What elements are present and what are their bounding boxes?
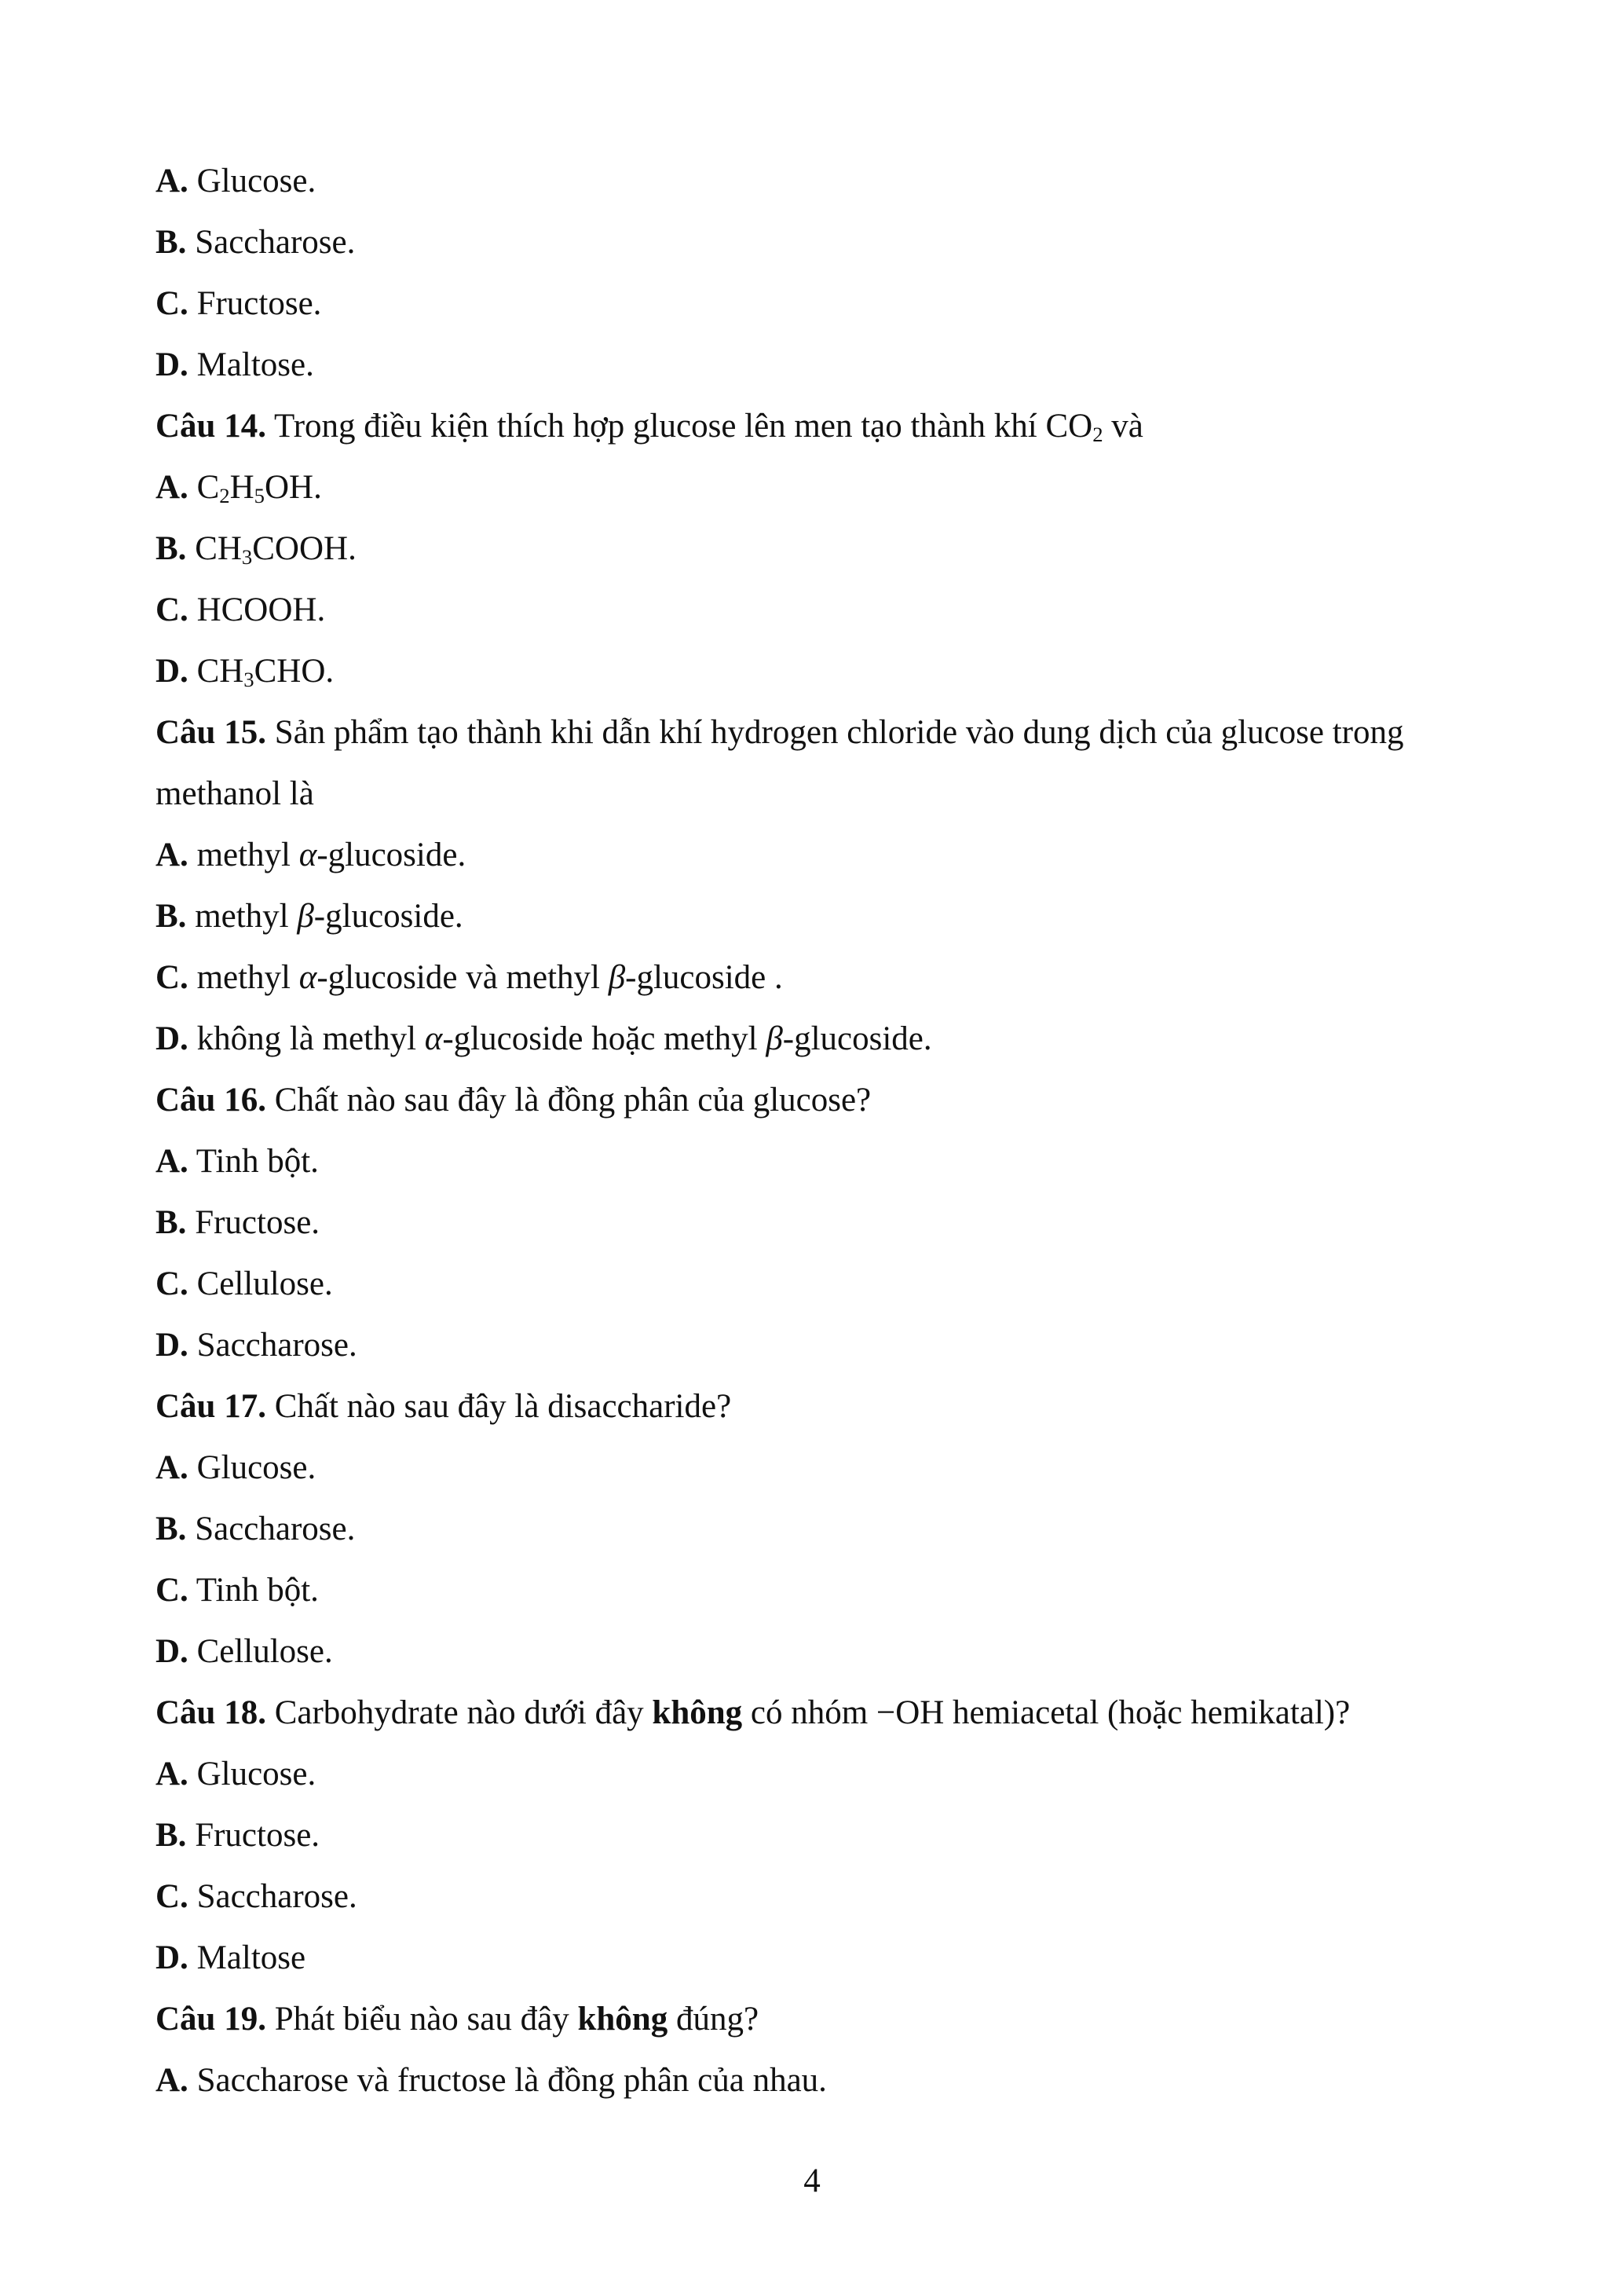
subscript: 3 — [241, 544, 253, 569]
option-text: Glucose. — [188, 1756, 316, 1792]
question-text: Chất nào sau đây là đồng phân của glucose? — [265, 1082, 872, 1119]
alpha-symbol: α — [298, 959, 317, 996]
option-label: A. — [155, 469, 188, 506]
option-text: -glucoside và methyl — [316, 959, 609, 996]
option-text: Saccharose. — [195, 224, 356, 261]
option-c — [155, 580, 1483, 641]
option-label: A. — [155, 163, 188, 200]
option-a — [155, 457, 1483, 518]
option-text: không là methyl — [188, 1020, 425, 1057]
question-text: Trong điều kiện thích hợp glucose lên men tạo thành khí CO — [265, 408, 1093, 445]
formula-part: CHO. — [254, 653, 335, 690]
formula-part: OH. — [264, 469, 322, 506]
question-text: Carbohydrate nào dưới đây — [265, 1694, 653, 1731]
option-a — [155, 825, 1483, 886]
option-a — [155, 1744, 1483, 1805]
alpha-symbol: α — [298, 837, 317, 873]
option-label: D. — [155, 653, 188, 690]
option-text: Saccharose. — [186, 1511, 356, 1547]
option-a — [155, 2050, 1483, 2111]
option-c — [155, 273, 1483, 335]
option-text: methyl — [186, 898, 298, 935]
page-content — [155, 151, 1483, 2111]
option-text: Glucose. — [188, 1449, 316, 1486]
question-number: Câu 17. — [155, 1388, 266, 1425]
option-label: D. — [155, 1633, 188, 1670]
formula-part: C — [188, 469, 220, 506]
option-text: Maltose — [188, 1939, 306, 1976]
option-label: B. — [155, 224, 187, 261]
option-text: Cellulose. — [188, 1265, 333, 1302]
option-label: C. — [155, 1572, 188, 1609]
option-a — [155, 151, 1483, 212]
option-d — [155, 335, 1483, 396]
option-label: B. — [155, 1204, 187, 1241]
option-label: D. — [155, 1020, 188, 1057]
option-label: C. — [155, 591, 188, 628]
beta-symbol: β — [766, 1020, 783, 1057]
option-text: -glucoside. — [782, 1020, 932, 1057]
question-number: Câu 15. — [155, 714, 266, 751]
emphasis-text: không — [652, 1694, 743, 1731]
question-15 — [155, 702, 1483, 825]
option-c — [155, 1560, 1483, 1621]
option-b — [155, 1192, 1483, 1254]
option-b — [155, 1499, 1483, 1560]
option-text: Saccharose. — [188, 1327, 357, 1364]
option-label: A. — [155, 837, 188, 873]
option-label: C. — [155, 1265, 188, 1302]
option-d — [155, 1315, 1483, 1376]
option-text: methyl — [188, 959, 299, 996]
formula-part: HCOOH. — [188, 591, 326, 628]
option-a — [155, 1437, 1483, 1499]
option-label: C. — [155, 1878, 188, 1915]
option-text: Saccharose. — [188, 1878, 357, 1915]
question-number: Câu 14. — [155, 408, 266, 445]
option-text: Cellulose. — [188, 1633, 333, 1670]
option-label: B. — [155, 898, 187, 935]
beta-symbol: β — [297, 898, 314, 935]
question-number: Câu 16. — [155, 1082, 266, 1119]
beta-symbol: β — [608, 959, 626, 996]
option-d — [155, 1009, 1483, 1070]
formula-part: CH — [186, 530, 242, 567]
option-c — [155, 1866, 1483, 1928]
question-18 — [155, 1683, 1483, 1744]
option-a — [155, 1131, 1483, 1192]
question-text: Sản phẩm tạo thành khi dẫn khí hydrogen chloride vào dung dịch của glucose trong methanol là — [155, 714, 1404, 812]
option-text: -glucoside hoặc methyl — [442, 1020, 766, 1057]
option-label: D. — [155, 346, 188, 383]
option-label: A. — [155, 1756, 188, 1792]
option-text: -glucoside. — [316, 837, 466, 873]
question-text-end: có nhóm −OH hemiacetal (hoặc hemikatal)? — [742, 1694, 1351, 1731]
option-d — [155, 1621, 1483, 1683]
option-d — [155, 1928, 1483, 1989]
formula-part: COOH. — [252, 530, 357, 567]
subscript: 3 — [243, 667, 254, 691]
option-text: Tinh bột. — [188, 1572, 319, 1609]
option-c — [155, 1254, 1483, 1315]
option-c — [155, 947, 1483, 1009]
option-text: Tinh bột. — [188, 1143, 319, 1180]
option-text: -glucoside . — [625, 959, 783, 996]
option-text: Maltose. — [196, 346, 314, 383]
option-text: Saccharose và fructose là đồng phân của nhau. — [188, 2062, 827, 2099]
question-16 — [155, 1070, 1483, 1131]
option-text: methyl — [188, 837, 299, 873]
formula-part: H — [229, 469, 254, 506]
option-b — [155, 886, 1483, 947]
option-label: B. — [155, 1511, 187, 1547]
option-label: A. — [155, 1449, 188, 1486]
question-19 — [155, 1989, 1483, 2050]
option-d — [155, 641, 1483, 702]
option-label: C. — [155, 285, 188, 322]
option-text: Fructose. — [186, 1204, 320, 1241]
option-label: A. — [155, 1143, 188, 1180]
question-text-end: và — [1103, 408, 1143, 445]
option-label: B. — [155, 1817, 187, 1854]
option-text: Glucose. — [196, 163, 316, 200]
option-label: D. — [155, 1327, 188, 1364]
option-label: D. — [155, 1939, 188, 1976]
option-label: A. — [155, 2062, 188, 2099]
question-text: Chất nào sau đây là disaccharide? — [265, 1388, 732, 1425]
question-text-end: đúng? — [668, 2001, 759, 2038]
question-14 — [155, 396, 1483, 457]
alpha-symbol: α — [424, 1020, 443, 1057]
subscript: 5 — [254, 483, 265, 507]
option-b — [155, 212, 1483, 273]
page-number: 4 — [803, 2162, 821, 2199]
option-b — [155, 1805, 1483, 1866]
option-text: Fructose. — [196, 285, 322, 322]
question-number: Câu 19. — [155, 2001, 266, 2038]
subscript: 2 — [1092, 422, 1103, 446]
emphasis-text: không — [577, 2001, 668, 2038]
question-number: Câu 18. — [155, 1694, 266, 1731]
option-b — [155, 518, 1483, 580]
subscript: 2 — [219, 483, 230, 507]
option-text: -glucoside. — [313, 898, 463, 935]
question-17 — [155, 1376, 1483, 1437]
option-label: B. — [155, 530, 187, 567]
option-text: Fructose. — [186, 1817, 320, 1854]
formula-part: CH — [188, 653, 244, 690]
question-text: Phát biểu nào sau đây — [265, 2001, 578, 2038]
option-label: C. — [155, 959, 188, 996]
